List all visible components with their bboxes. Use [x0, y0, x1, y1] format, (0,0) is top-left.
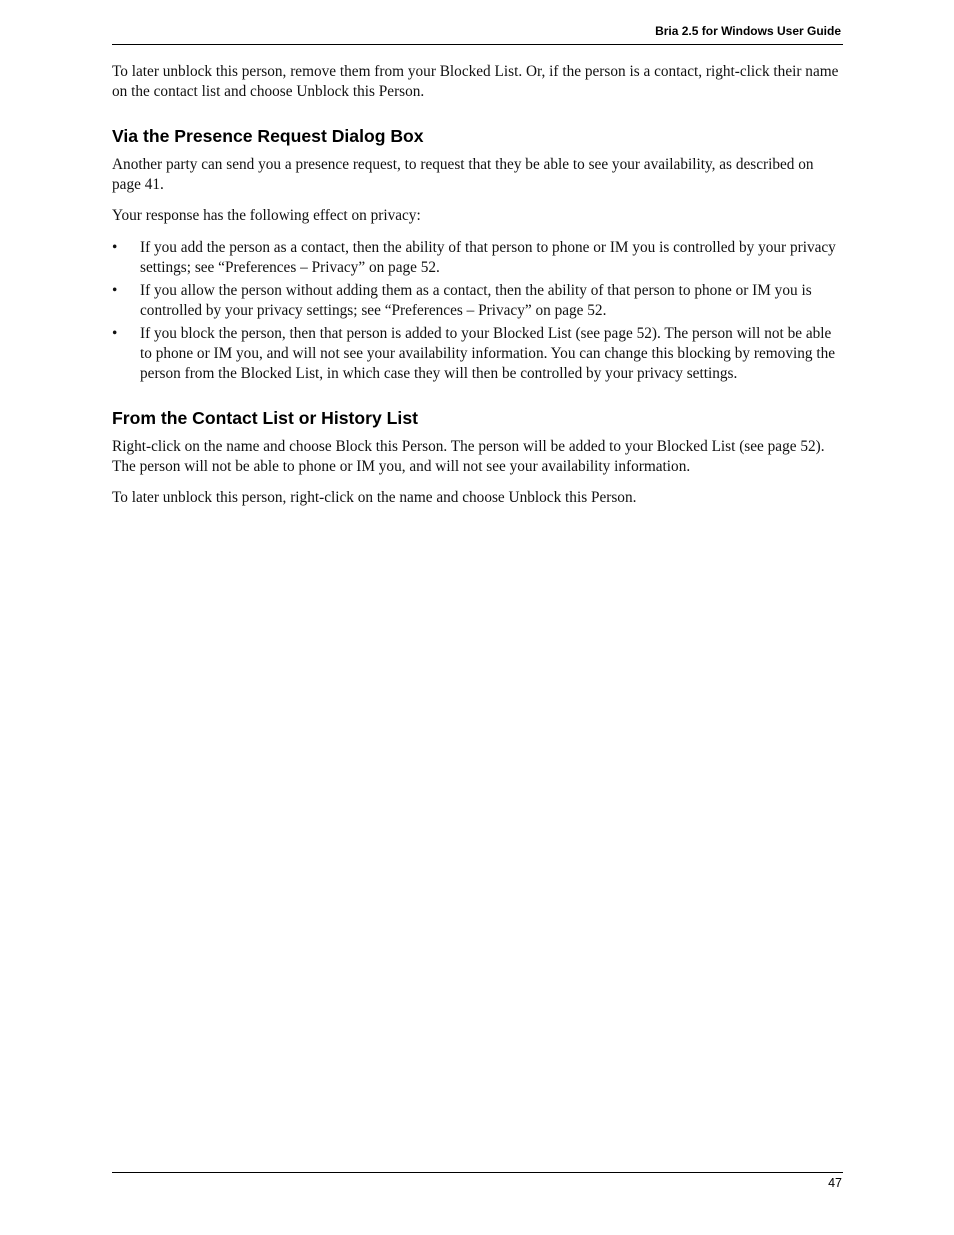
list-item	[112, 281, 843, 320]
list-item-text: If you add the person as a contact, then the ability of that person to phone or IM you is controlled by your privacy settings; see “Preferences – Privacy” on page 52.	[140, 238, 836, 276]
bullet-icon: •	[112, 238, 118, 256]
contact-list-heading: From the Contact List or History List	[112, 408, 418, 429]
intro-paragraph: To later unblock this person, remove them from your Blocked List. Or, if the person is a contact, right-click their name on the contact list and choose Unblock this Person.	[112, 63, 839, 100]
list-item	[112, 324, 843, 383]
bullet-icon: •	[112, 325, 118, 343]
block-person-paragraph: Right-click on the name and choose Block this Person. The person will be added to your Blocked List (see page 52). The person will not be able to phone or IM you, and will not see your availability information.	[112, 438, 825, 475]
unblock-person-paragraph: To later unblock this person, right-click on the name and choose Unblock this Person.	[112, 489, 637, 507]
list-item	[112, 238, 843, 277]
header-divider	[112, 44, 843, 45]
page-body	[112, 62, 843, 520]
footer-divider	[112, 1172, 843, 1173]
running-header-title: Bria 2.5 for Windows User Guide	[655, 24, 841, 38]
page-number: 47	[828, 1176, 842, 1190]
presence-request-heading: Via the Presence Request Dialog Box	[112, 126, 424, 147]
list-item-text: If you block the person, then that person is added to your Blocked List (see page 52). The person will not be able to phone or IM you, and will not see your availability information. You can change this blocking by removing the person from the Blocked List, in which case they will then be controlled by your privacy settings.	[140, 325, 836, 382]
privacy-effect-list	[112, 238, 843, 383]
list-item-text: If you allow the person without adding them as a contact, then the ability of that person to phone or IM you is controlled by your privacy settings; see “Preferences – Privacy” on page 52.	[140, 282, 812, 319]
bullet-icon: •	[112, 282, 118, 300]
privacy-effect-paragraph: Your response has the following effect on privacy:	[112, 207, 421, 225]
presence-request-paragraph: Another party can send you a presence request, to request that they be able to see your availability, as described on page 41.	[112, 156, 814, 193]
